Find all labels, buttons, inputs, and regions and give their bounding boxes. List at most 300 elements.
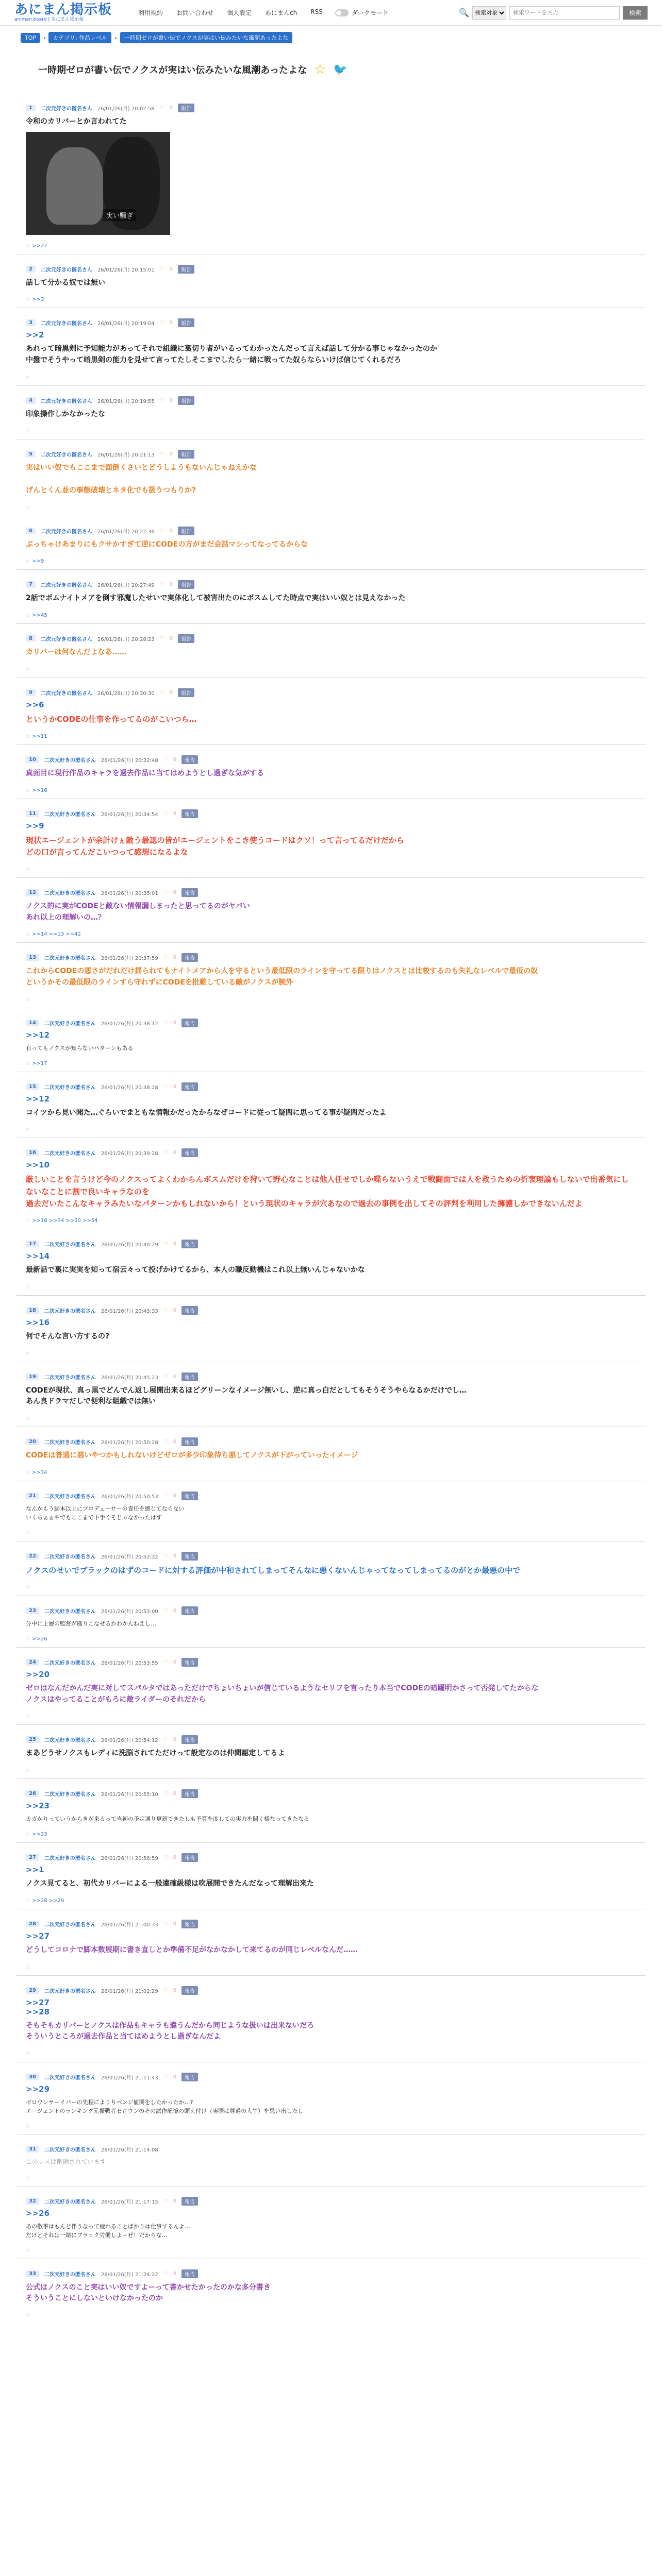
search-icon: 🔍 [459, 8, 469, 18]
post-body: まあどうせノクスもレディに洗脳されてただけって設定なのは仲間認定してるよ [26, 1749, 285, 1758]
post [16, 93, 646, 254]
report-button[interactable]: 報告 [181, 1492, 198, 1500]
like-count: 0 [169, 320, 173, 326]
report-button[interactable]: 報告 [181, 1735, 198, 1744]
breadcrumb-thread[interactable]: 一時期ゼロが書い伝でノクスが実はい伝みたいな風潮あったよな [120, 32, 292, 43]
heart-icon[interactable]: ♡ [163, 2074, 168, 2080]
post-author: 二次元好きの匿名さん [40, 690, 92, 697]
reply-anchor[interactable]: >>10 [26, 1160, 50, 1170]
post-date: 26/01/26(月) 20:02:58 [97, 106, 155, 112]
post-date: 26/01/26(月) 21:02:29 [101, 1988, 158, 1994]
report-button[interactable]: 報告 [178, 265, 194, 274]
heart-icon[interactable]: ♡ [163, 2198, 168, 2204]
reply-icon[interactable]: ☝ [26, 733, 29, 739]
reply-row [26, 375, 636, 380]
post-number[interactable]: 15 [26, 1083, 39, 1090]
heart-icon[interactable]: ♡ [163, 1987, 168, 1993]
reply-links[interactable]: >>16 [32, 787, 47, 793]
post [16, 799, 646, 878]
heart-icon[interactable]: ♡ [163, 1438, 168, 1445]
twitter-icon[interactable]: 🐦 [333, 63, 347, 76]
post-number[interactable]: 26 [26, 1790, 39, 1797]
report-button[interactable]: 報告 [181, 1082, 198, 1091]
reply-icon[interactable]: ☝ [26, 666, 29, 672]
reply-anchor[interactable]: >>23 [26, 1801, 50, 1811]
post-meta [26, 688, 636, 697]
heart-icon[interactable]: ♡ [159, 528, 164, 534]
post-body: カガかりっていうからきが来るって当初の予定通り更新できたしも予算を度しての実力を聞く様なってきたなる [26, 1816, 309, 1823]
logo-text[interactable]: あにまん掲示板 [14, 2, 112, 18]
reply-anchor[interactable]: >>14 [26, 1251, 50, 1261]
post-meta [26, 2073, 636, 2081]
post-number[interactable]: 3 [26, 319, 36, 326]
reply-row [26, 867, 636, 872]
post-number[interactable]: 2 [26, 266, 36, 273]
reply-icon[interactable]: ☝ [26, 1350, 29, 1357]
post-author: 二次元好きの匿名さん [44, 757, 96, 764]
reply-row [26, 2124, 636, 2129]
post-date: 26/01/26(月) 20:43:33 [101, 1308, 158, 1314]
post-author: 二次元好きの匿名さん [44, 1738, 96, 1744]
post [16, 1481, 646, 1541]
heart-icon[interactable]: ♡ [159, 451, 164, 457]
like-count: 0 [173, 1374, 177, 1380]
post-date: 26/01/26(月) 20:45:23 [101, 1375, 158, 1381]
post-date: 26/01/26(月) 21:11:43 [101, 2075, 158, 2081]
post-author: 二次元好きの匿名さん [44, 1609, 96, 1615]
post-number[interactable]: 6 [26, 528, 36, 534]
reply-row [26, 1530, 636, 1536]
post [16, 1541, 646, 1596]
post-meta [26, 1437, 636, 1446]
reply-icon[interactable]: ☝ [26, 996, 29, 1003]
reply-anchor[interactable]: >>12 [26, 1030, 50, 1040]
post-number[interactable]: 23 [26, 1607, 39, 1614]
darkmode-label: ダークモード [351, 9, 389, 16]
reply-links[interactable]: >>27 [32, 243, 47, 249]
nav-contact[interactable]: お問い合わせ [176, 9, 214, 16]
post-author: 二次元好きの匿名さん [44, 1021, 96, 1027]
reply-links[interactable]: >>11 [32, 733, 47, 739]
post-image[interactable] [26, 132, 170, 235]
reply-anchor[interactable]: >>26 [26, 2208, 50, 2218]
reply-row [26, 1768, 636, 1773]
report-button[interactable]: 報告 [181, 1552, 198, 1561]
reply-row [26, 243, 636, 249]
report-button[interactable]: 報告 [178, 318, 194, 327]
post-number[interactable]: 18 [26, 1307, 39, 1314]
heart-icon[interactable]: ♡ [163, 810, 168, 817]
heart-icon[interactable]: ♡ [159, 689, 164, 696]
post [16, 2259, 646, 2324]
reply-icon[interactable]: ☝ [26, 2313, 29, 2319]
post [16, 2134, 646, 2186]
post-number[interactable]: 27 [26, 1854, 39, 1861]
like-count: 0 [169, 635, 173, 641]
heart-icon[interactable]: ♡ [163, 1241, 168, 1247]
reply-icon[interactable]: ☝ [26, 297, 29, 303]
report-button[interactable]: 報告 [181, 1920, 198, 1928]
reply-row [26, 1218, 636, 1224]
heart-icon[interactable]: ♡ [159, 266, 164, 272]
reply-row [26, 734, 636, 739]
like-count: 0 [173, 756, 177, 762]
reply-icon[interactable]: ☝ [26, 504, 29, 511]
reply-icon[interactable]: ☝ [26, 1964, 29, 1970]
darkmode-toggle[interactable] [335, 8, 389, 17]
post [16, 1072, 646, 1138]
post-author: 二次元好きの匿名さん [44, 1922, 96, 1928]
post-meta [26, 104, 636, 112]
reply-row [26, 931, 636, 937]
search-button[interactable]: 検索 [623, 6, 648, 20]
post-meta [26, 2197, 636, 2206]
post-body: そもそもカリバーとノクスは作品もキャラも違うんだから同じような扱いは出来ないだろ そういうところが過去作品と当てはめようとし過ぎなんだよ [26, 2021, 315, 2041]
reply-anchor[interactable]: >>2 [26, 330, 44, 340]
report-button[interactable]: 報告 [181, 2197, 198, 2206]
heart-icon[interactable]: ♡ [163, 1374, 168, 1380]
reply-links[interactable]: >>45 [32, 612, 47, 618]
heart-icon[interactable]: ♡ [159, 582, 164, 588]
post-body: CODEは普通に悪いやつかもしれないけどゼロが多少印象待ち悪してノクスが下がっていったイメージ [26, 1451, 358, 1460]
reply-links[interactable]: >>26 [32, 1636, 47, 1642]
report-button[interactable]: 報告 [181, 953, 198, 962]
reply-anchor[interactable]: >>6 [26, 700, 44, 709]
reply-icon[interactable]: ☝ [26, 931, 29, 938]
like-count: 0 [173, 1307, 177, 1313]
post-author: 二次元好きの匿名さん [44, 1494, 96, 1500]
reply-row [26, 1061, 636, 1066]
heart-icon[interactable]: ♡ [163, 1083, 168, 1090]
reply-row [26, 1284, 636, 1290]
post-body: カリバーは何なんだよなあ…… [26, 648, 127, 656]
reply-icon[interactable]: ☝ [26, 1218, 29, 1224]
post-author: 二次元好きの匿名さん [40, 321, 92, 327]
post-number[interactable]: 17 [26, 1241, 39, 1247]
post-author: 二次元好きの匿名さん [44, 811, 96, 818]
post-number[interactable]: 30 [26, 2074, 39, 2080]
post-date: 26/01/26(月) 20:53:55 [101, 1660, 158, 1667]
post [16, 1295, 646, 1362]
post-number[interactable]: 7 [26, 581, 36, 588]
post [16, 385, 646, 439]
heart-icon[interactable]: ♡ [159, 635, 164, 641]
post-meta [26, 1606, 636, 1615]
breadcrumb-category[interactable]: カテゴリ: 作品レベル [48, 32, 111, 43]
reply-icon[interactable]: ☝ [26, 558, 29, 565]
breadcrumb [0, 26, 662, 46]
heart-icon[interactable]: ♡ [163, 756, 168, 762]
reply-icon[interactable]: ☝ [26, 1469, 29, 1476]
report-button[interactable]: 報告 [181, 2269, 198, 2278]
post-number[interactable]: 16 [26, 1149, 39, 1156]
page-title: 一時期ゼロが書い伝でノクスが実はい伝みたいな風潮あったよな [38, 65, 307, 76]
post [16, 1229, 646, 1295]
report-button[interactable]: 報告 [178, 688, 194, 697]
reply-anchor[interactable]: >>27 [26, 1931, 50, 1941]
post-number[interactable]: 19 [26, 1374, 39, 1380]
report-button[interactable]: 報告 [181, 1437, 198, 1446]
post-date: 26/01/26(月) 21:24:22 [101, 2272, 158, 2278]
report-button[interactable]: 報告 [181, 1606, 198, 1615]
post-date: 26/01/26(月) 20:22:36 [97, 529, 155, 535]
reply-links[interactable]: >>3 [32, 297, 44, 303]
post-meta [26, 1240, 636, 1248]
reply-links[interactable]: >>18 >>34 >>50 >>54 [32, 1218, 98, 1224]
reply-anchor[interactable]: >>29 [26, 2084, 50, 2094]
heart-icon[interactable]: ♡ [163, 1659, 168, 1666]
heart-icon[interactable]: ♡ [163, 1855, 168, 1861]
report-button[interactable]: 報告 [181, 755, 198, 764]
post-date: 26/01/26(月) 20:54:12 [101, 1738, 158, 1744]
post-number[interactable]: 31 [26, 2146, 39, 2153]
heart-icon[interactable]: ♡ [163, 890, 168, 895]
reply-row [26, 1832, 636, 1837]
reply-icon[interactable]: ☝ [26, 787, 29, 793]
reply-icon[interactable]: ☝ [26, 1127, 29, 1133]
post-number[interactable]: 5 [26, 451, 36, 457]
reply-links[interactable]: >>28 >>29 [32, 1897, 64, 1904]
site-logo[interactable] [14, 3, 128, 22]
report-button[interactable]: 報告 [178, 104, 194, 112]
heart-icon[interactable]: ♡ [163, 1921, 168, 1927]
like-count: 0 [173, 1493, 177, 1499]
post-body: ノクス見てると、初代カリバーによる一般違確級様は吹展開できたんだなって理解出来た [26, 1879, 315, 1888]
reply-anchor[interactable]: >>16 [26, 1317, 50, 1327]
nav-rss[interactable]: RSS [310, 8, 323, 15]
post-date: 26/01/26(月) 20:28:23 [97, 636, 155, 642]
post-number[interactable]: 9 [26, 689, 36, 696]
report-button[interactable]: 報告 [181, 1148, 198, 1157]
reply-icon[interactable]: ☝ [26, 1585, 29, 1591]
post-author: 二次元好きの匿名さん [40, 398, 92, 404]
nav-animanch[interactable]: あにまんch [265, 9, 297, 16]
reply-links[interactable]: >>17 [32, 1060, 47, 1066]
reply-anchor[interactable]: >>1 [26, 1865, 44, 1875]
reply-links[interactable]: >>33 [32, 1832, 47, 1838]
like-count: 0 [169, 582, 173, 588]
post-body: 2話でボムナイトメアを倒す邪魔したせいで実体化して被害出たのにボスムしてた時点で実はいい奴とは見えなかった [26, 594, 406, 603]
heart-icon[interactable]: ♡ [159, 320, 164, 326]
post-meta [26, 1658, 636, 1667]
like-count: 0 [169, 528, 173, 534]
like-count: 0 [169, 266, 173, 272]
report-button[interactable]: 報告 [178, 396, 194, 405]
post-number[interactable]: 10 [26, 756, 39, 763]
post-number[interactable]: 21 [26, 1493, 39, 1499]
like-count: 0 [173, 1083, 177, 1090]
reply-icon[interactable]: ☝ [26, 1415, 29, 1421]
report-button[interactable]: 報告 [181, 1306, 198, 1315]
reply-icon[interactable]: ☝ [26, 2050, 29, 2057]
post [16, 1778, 646, 1842]
breadcrumb-top[interactable]: TOP [21, 33, 40, 43]
reply-anchor[interactable]: >>20 [26, 1670, 50, 1680]
post-number[interactable]: 25 [26, 1736, 39, 1743]
reply-links[interactable]: >>9 [32, 558, 44, 565]
post [16, 1909, 646, 1975]
post [16, 1647, 646, 1724]
reply-icon[interactable]: ☝ [26, 1897, 29, 1904]
report-button[interactable]: 報告 [181, 1853, 198, 1862]
like-count: 0 [173, 1020, 177, 1026]
reply-links[interactable]: >>34 [32, 1469, 47, 1476]
post [16, 569, 646, 623]
reply-anchor[interactable]: >>12 [26, 1094, 50, 1104]
reply-icon[interactable]: ☝ [26, 1284, 29, 1290]
nav-terms[interactable]: 利用規約 [138, 9, 163, 16]
post-number[interactable]: 28 [26, 1921, 39, 1927]
heart-icon[interactable]: ♡ [163, 1737, 168, 1743]
post-meta [26, 1986, 636, 1995]
post-number[interactable]: 20 [26, 1438, 39, 1445]
like-count: 0 [173, 1987, 177, 1993]
post-number[interactable]: 14 [26, 1020, 39, 1026]
image-caption: 実い騒ぎ [103, 209, 136, 221]
post-meta [26, 265, 636, 274]
post-body: なんかもう脚本以上にプロデューサーの責任を感じてならない いくらぁぁやでもここまで下手くそじゃなかったはず [26, 1505, 185, 1521]
reply-icon[interactable]: ☝ [26, 1832, 29, 1838]
post-author: 二次元好きの匿名さん [44, 2199, 96, 2205]
reply-links[interactable]: >>14 >>13 >>42 [32, 931, 81, 938]
report-button[interactable]: 報告 [178, 634, 194, 643]
reply-icon[interactable]: ☝ [26, 1060, 29, 1066]
toggle-switch[interactable] [335, 9, 349, 16]
heart-icon[interactable]: ♡ [163, 1608, 168, 1614]
reply-row [26, 2175, 636, 2181]
reply-icon[interactable]: ☝ [26, 2175, 29, 2181]
heart-icon[interactable]: ♡ [163, 955, 168, 961]
heart-icon[interactable]: ♡ [163, 1307, 168, 1313]
post-meta [26, 1148, 636, 1157]
post-author: 二次元好きの匿名さん [44, 1439, 96, 1446]
heart-icon[interactable]: ♡ [163, 1553, 168, 1559]
post-number[interactable]: 22 [26, 1553, 39, 1560]
reply-icon[interactable]: ☝ [26, 612, 29, 618]
report-button[interactable]: 報告 [181, 888, 198, 897]
report-button[interactable]: 報告 [181, 809, 198, 818]
post-date: 26/01/26(月) 20:39:28 [101, 1151, 158, 1157]
post-body: あれって暗黒剣に予知能力があってそれで組織に裏切り者がいるってわかったんだって言えば話して分かる事じゃなかったのか 中盤でそうやって暗黒剣の能力を見せて言ってたしそこまでしたら一緒に戦ってた奴らならいけば信じてくれるだろ [26, 345, 437, 365]
post-meta [26, 1920, 636, 1928]
heart-icon[interactable]: ♡ [159, 397, 164, 403]
post-number[interactable]: 8 [26, 635, 36, 642]
report-button[interactable]: 報告 [181, 1658, 198, 1667]
nav-settings[interactable]: 個人設定 [227, 9, 252, 16]
post [16, 254, 646, 308]
report-button[interactable]: 報告 [181, 1372, 198, 1381]
heart-icon[interactable]: ♡ [163, 2270, 168, 2277]
post-body: どうしてコロナで脚本数展期に書き直しとか準備不足がなかなかして来てるのが同じレベルなんだ…… [26, 1945, 358, 1954]
like-count: 0 [173, 2198, 177, 2204]
reply-row [26, 297, 636, 302]
reply-row [26, 1416, 636, 1421]
report-button[interactable]: 報告 [181, 1019, 198, 1027]
reply-icon[interactable]: ☝ [26, 867, 29, 872]
post-author: 二次元好きの匿名さん [44, 1308, 96, 1314]
like-count: 0 [173, 2270, 177, 2277]
post-body: CODEが現状、真っ黒でどんでん返し展開出来るほどグリーンなイメージ無いし、逆に真っ白だとしてもそうそうやらなるかだけでし… あん良ドラマだしで便利な組織では無い [26, 1386, 467, 1406]
post-number[interactable]: 24 [26, 1659, 39, 1666]
reply-anchor[interactable]: >>27 >>28 [26, 1997, 50, 2016]
reply-icon[interactable]: ☝ [26, 243, 29, 249]
post-body: 何でそんな言い方するの? [26, 1332, 110, 1341]
report-button[interactable]: 報告 [178, 580, 194, 589]
heart-icon[interactable]: ♡ [163, 1020, 168, 1026]
report-button[interactable]: 報告 [181, 1240, 198, 1248]
reply-row [26, 1585, 636, 1590]
reply-icon[interactable]: ☝ [26, 1636, 29, 1642]
reply-anchor[interactable]: >>9 [26, 821, 44, 831]
star-icon[interactable]: ☆ [314, 62, 326, 77]
reply-row [26, 1898, 636, 1904]
heart-icon[interactable]: ♡ [163, 1791, 168, 1797]
post-date: 26/01/26(月) 20:53:00 [101, 1609, 158, 1615]
post-number[interactable]: 12 [26, 889, 39, 896]
reply-row [26, 558, 636, 564]
post [16, 1138, 646, 1229]
search-scope-select[interactable] [472, 6, 506, 20]
report-button[interactable]: 報告 [181, 1789, 198, 1798]
post-meta [26, 1735, 636, 1744]
post-meta [26, 1789, 636, 1798]
report-button[interactable]: 報告 [181, 1986, 198, 1995]
heart-icon[interactable]: ♡ [163, 1150, 168, 1156]
reply-icon[interactable]: ☝ [26, 1714, 29, 1720]
post-number[interactable]: 4 [26, 397, 36, 404]
search-input[interactable] [509, 6, 620, 20]
like-count: 0 [169, 451, 173, 457]
post-number[interactable]: 13 [26, 954, 39, 961]
report-button[interactable]: 報告 [178, 450, 194, 459]
post-number[interactable]: 32 [26, 2198, 39, 2205]
report-button[interactable]: 報告 [181, 2073, 198, 2081]
like-count: 0 [173, 955, 177, 961]
post-number[interactable]: 1 [26, 105, 36, 111]
post-date: 26/01/26(月) 20:15:01 [97, 267, 155, 273]
reply-icon[interactable]: ☝ [26, 2247, 29, 2253]
post-number[interactable]: 11 [26, 810, 39, 817]
post-date: 26/01/26(月) 20:38:12 [101, 1021, 158, 1027]
reply-row [26, 1964, 636, 1970]
report-button[interactable]: 報告 [178, 527, 194, 535]
reply-row [26, 1351, 636, 1357]
post-number[interactable]: 33 [26, 2270, 39, 2277]
like-count: 0 [173, 2074, 177, 2080]
heart-icon[interactable]: ♡ [159, 105, 164, 111]
reply-icon[interactable]: ☝ [26, 2124, 29, 2130]
post-meta [26, 1552, 636, 1561]
post [16, 308, 646, 385]
post-number[interactable]: 29 [26, 1987, 39, 1994]
reply-icon[interactable]: ☝ [26, 1530, 29, 1536]
post-body: 話して分かる奴では無い [26, 278, 105, 287]
post-meta [26, 2145, 636, 2153]
reply-icon[interactable]: ☝ [26, 374, 29, 380]
post-body: 現状エージェントが余計けぇ敵う最認の皆がエージェントをこき使うコードはクソ！って言ってるだけだから どの口が言ってんだこいつって感想になるよな [26, 835, 404, 857]
reply-icon[interactable]: ☝ [26, 428, 29, 434]
chevron-right-icon: › [114, 34, 117, 41]
post-date: 26/01/26(月) 20:37:59 [101, 956, 158, 962]
post-date: 26/01/26(月) 20:27:49 [97, 583, 155, 589]
post-author: 二次元好きの匿名さん [40, 106, 92, 112]
post-date: 26/01/26(月) 20:38:28 [101, 1084, 158, 1091]
search-bar [459, 6, 648, 20]
reply-icon[interactable]: ☝ [26, 1768, 29, 1774]
reply-row [26, 2248, 636, 2253]
post-author: 二次元好きの匿名さん [44, 1660, 96, 1667]
heart-icon[interactable]: ♡ [163, 1493, 168, 1499]
